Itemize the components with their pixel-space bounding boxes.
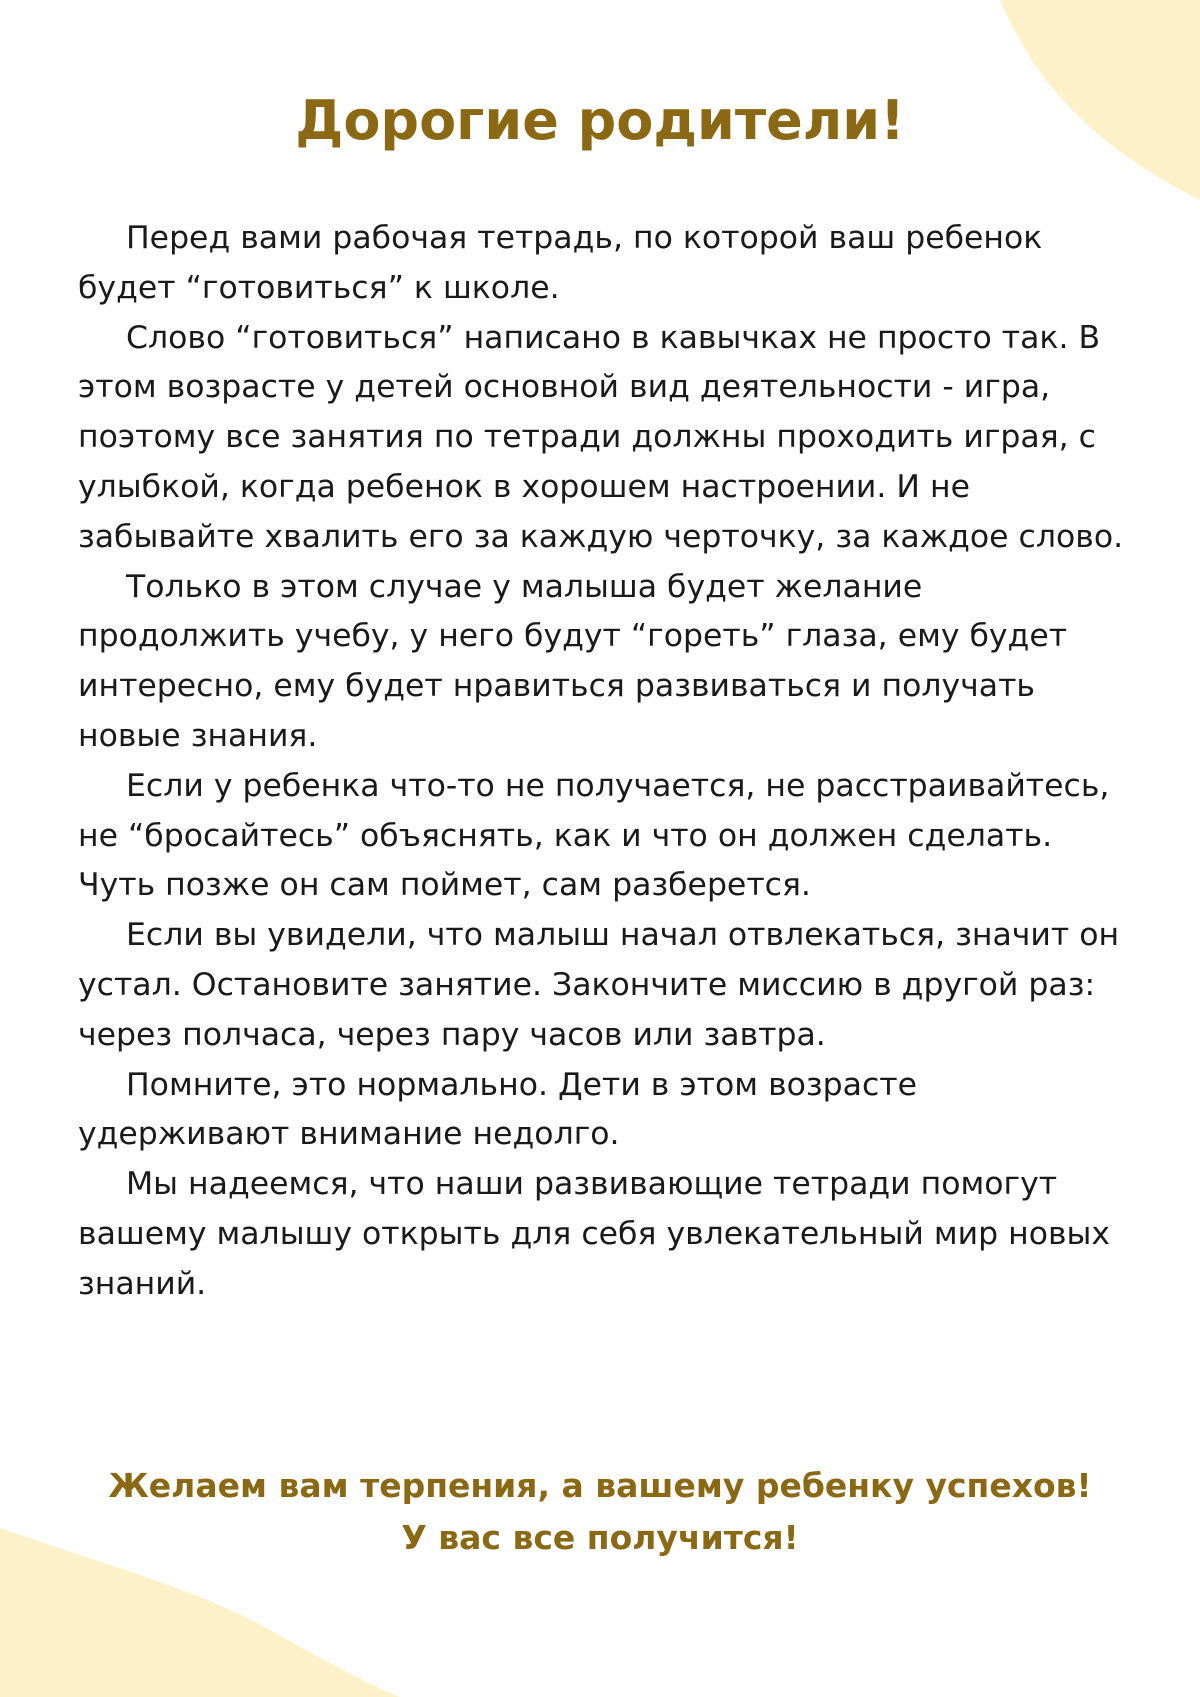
letter-body [78,214,1138,1310]
closing-wishes [0,1460,1200,1564]
paragraph: Только в этом случае у малыша будет желание продолжить учебу, у него будут “гореть” глаза, ему будет интересно, ему будет нравиться развиваться и получать новые знания. [78,568,1068,754]
closing-line-2: У вас все получится! [401,1518,799,1557]
page-title: Дорогие родители! [295,89,905,152]
paragraph: Перед вами рабочая тетрадь, по которой ваш ребенок будет “готовиться” к школе. [78,220,1043,306]
closing-line-1: Желаем вам терпения, а вашему ребенку успехов! [108,1466,1092,1505]
paragraph: Слово “готовиться” написано в кавычках не просто так. В этом возрасте у детей основной вид деятельности - игра, поэтому все занятия по тетради должны проходить играя, с улыбкой, когда ребенок в хорошем настроении. И не забывайте хвалить его за каждую черточку, за каждое слово. [78,319,1124,555]
paragraph: Если вы увидели, что малыш начал отвлекаться, значит он устал. Остановите занятие. Закончите миссию в другой раз: через полчаса, через пару часов или завтра. [78,917,1120,1053]
paragraph: Помните, это нормально. Дети в этом возрасте удерживают внимание недолго. [78,1066,918,1153]
paragraph: Мы надеемся, что наши развивающие тетради помогут вашему малышу открыть для себя увлекательный мир новых знаний. [78,1166,1111,1302]
paragraph: Если у ребенка что-то не получается, не расстраивайтесь, не “бросайтесь” объяснять, как и что он должен сделать. Чуть позже он сам поймет, сам разберется. [78,767,1110,904]
